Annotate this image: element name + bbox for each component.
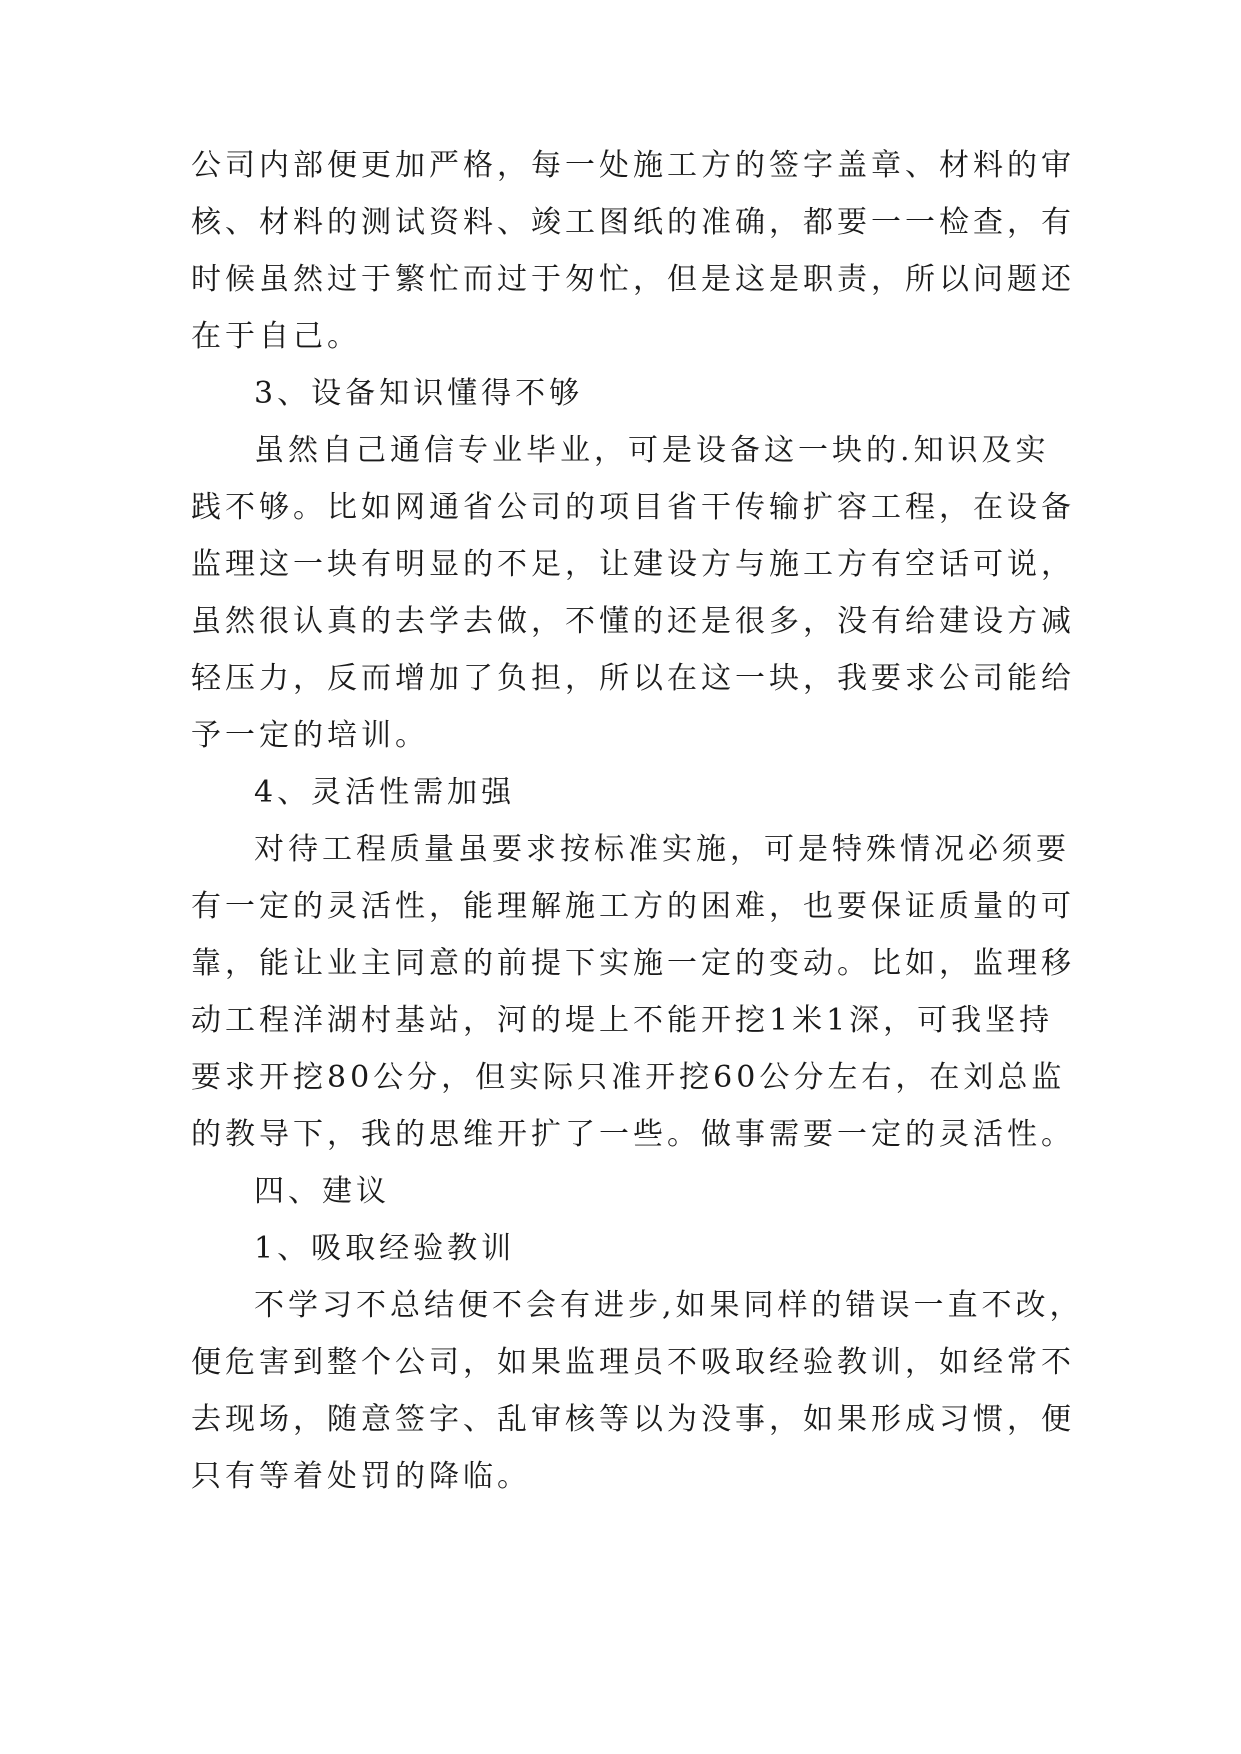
- section-heading: 1、吸取经验教训: [254, 1231, 516, 1266]
- paragraph-line: 不学习不总结便不会有进步,如果同样的错误一直不改，: [254, 1288, 1084, 1323]
- paragraph-line: 践不够。比如网通省公司的项目省干传输扩容工程，在设备: [191, 490, 1075, 525]
- paragraph-line: 监理这一块有明显的不足，让建设方与施工方有空话可说，: [191, 547, 1075, 582]
- paragraph-line: 时候虽然过于繁忙而过于匆忙，但是这是职责，所以问题还: [191, 262, 1075, 297]
- paragraph-line: 公司内部便更加严格，每一处施工方的签字盖章、材料的审: [191, 148, 1075, 183]
- paragraph-line: 动工程洋湖村基站，河的堤上不能开挖1米1深，可我坚持: [191, 1003, 1054, 1038]
- paragraph-line: 有一定的灵活性，能理解施工方的困难，也要保证质量的可: [191, 889, 1075, 924]
- section-heading: 4、灵活性需加强: [254, 775, 516, 810]
- paragraph-line: 便危害到整个公司，如果监理员不吸取经验教训，如经常不: [191, 1345, 1075, 1380]
- paragraph-line: 对待工程质量虽要求按标准实施，可是特殊情况必须要: [254, 832, 1070, 867]
- paragraph-line: 靠，能让业主同意的前提下实施一定的变动。比如，监理移: [191, 946, 1075, 981]
- paragraph-line: 只有等着处罚的降临。: [191, 1459, 531, 1494]
- paragraph-line: 虽然自己通信专业毕业，可是设备这一块的.知识及实: [254, 433, 1050, 468]
- paragraph-line: 轻压力，反而增加了负担，所以在这一块，我要求公司能给: [191, 661, 1075, 696]
- paragraph-line: 虽然很认真的去学去做，不懂的还是很多，没有给建设方减: [191, 604, 1075, 639]
- paragraph-line: 核、材料的测试资料、竣工图纸的准确，都要一一检查，有: [191, 205, 1075, 240]
- paragraph-line: 在于自己。: [191, 319, 361, 354]
- paragraph-line: 的教导下，我的思维开扩了一些。做事需要一定的灵活性。: [191, 1117, 1075, 1152]
- paragraph-line: 去现场，随意签字、乱审核等以为没事，如果形成习惯，便: [191, 1402, 1075, 1437]
- paragraph-line: 要求开挖80公分，但实际只准开挖60公分左右，在刘总监: [191, 1060, 1066, 1095]
- section-heading: 四、建议: [254, 1174, 390, 1209]
- section-heading: 3、设备知识懂得不够: [254, 376, 584, 411]
- paragraph-line: 予一定的培训。: [191, 718, 429, 753]
